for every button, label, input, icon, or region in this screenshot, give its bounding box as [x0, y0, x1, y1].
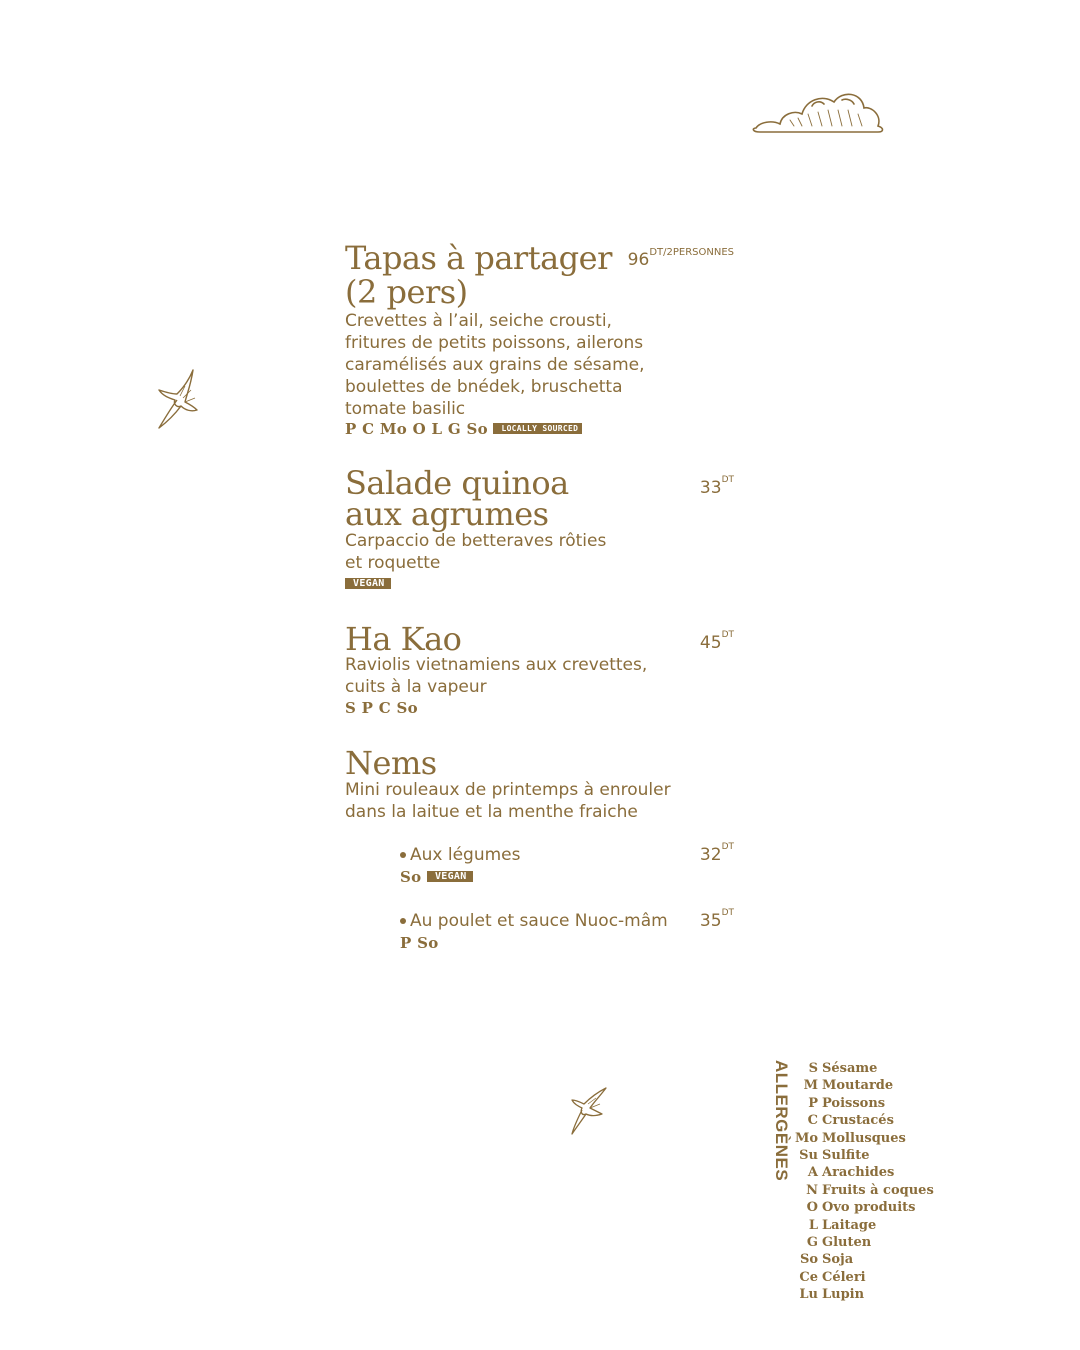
legend-row — [792, 1217, 934, 1234]
legend-row — [792, 1286, 934, 1303]
item-title — [345, 746, 437, 780]
legend-code: C — [807, 1113, 818, 1129]
legend-code: So — [799, 1252, 818, 1268]
description-line: dans la laitue et la menthe fraiche — [345, 802, 638, 822]
price-unit: DT — [721, 475, 734, 485]
description-line: et roquette — [345, 553, 441, 573]
price-value: 33 — [699, 478, 722, 498]
description-line: Mini rouleaux de printemps à enrouler — [345, 780, 671, 800]
legend-row — [792, 1234, 934, 1251]
legend-name: Fruits à coques — [822, 1182, 934, 1198]
locally-sourced-badge: LOCALLY SOURCED — [493, 423, 582, 434]
description-line: fritures de petits poissons, ailerons — [345, 333, 644, 353]
legend-name: Poissons — [822, 1095, 886, 1111]
description-line: Crevettes à l’ail, seiche crousti, — [345, 311, 612, 331]
legend-name: Ovo produits — [822, 1200, 916, 1216]
legend-name: Laitage — [822, 1217, 877, 1233]
option-allergens — [400, 868, 473, 886]
allergen-legend-title: ALLERGÈNES — [772, 1060, 791, 1182]
cloud-icon — [750, 82, 890, 142]
item-title-line: Salade quinoa — [345, 464, 569, 502]
vegan-badge: VEGAN — [427, 871, 473, 882]
legend-code: A — [807, 1165, 818, 1181]
legend-name: Lupin — [822, 1287, 865, 1303]
legend-row — [792, 1164, 934, 1181]
bullet-icon — [400, 918, 406, 924]
price-value: 96 — [627, 250, 650, 270]
item-title-line: (2 pers) — [345, 273, 468, 311]
price-unit: DT/2PERSONNES — [649, 247, 734, 258]
item-title — [345, 241, 612, 309]
item-allergens — [345, 575, 391, 593]
legend-code: N — [806, 1182, 818, 1198]
legend-name: Soja — [822, 1252, 854, 1268]
legend-code: O — [806, 1200, 818, 1216]
item-title-line: Ha Kao — [345, 620, 462, 658]
option-label — [400, 911, 668, 931]
legend-row — [792, 1199, 934, 1216]
item-title-line: aux agrumes — [345, 495, 549, 533]
description-line: Carpaccio de betteraves rôties — [345, 531, 607, 551]
legend-code: Mo — [794, 1130, 818, 1146]
description-line: Raviolis vietnamiens aux crevettes, — [345, 655, 648, 675]
swallow-icon — [155, 368, 205, 434]
option-price — [699, 842, 734, 865]
item-title-line: Tapas à partager — [345, 239, 612, 277]
description-line: tomate basilic — [345, 399, 466, 419]
legend-code: S — [808, 1061, 818, 1076]
item-allergens — [345, 699, 418, 717]
legend-code: G — [806, 1235, 818, 1251]
item-title — [345, 464, 569, 533]
item-description — [345, 779, 671, 823]
item-title-line: Nems — [345, 744, 437, 782]
price-unit: DT — [721, 630, 734, 640]
item-description — [345, 654, 647, 698]
bullet-icon — [400, 852, 406, 858]
legend-name: Moutarde — [822, 1078, 894, 1094]
option-price — [699, 908, 734, 931]
item-description — [345, 310, 645, 420]
description-line: boulettes de bnédek, bruschetta — [345, 377, 623, 397]
legend-code: Lu — [799, 1287, 818, 1303]
item-description — [345, 530, 606, 574]
legend-row — [792, 1095, 934, 1112]
price-value: 32 — [699, 845, 722, 865]
legend-row — [792, 1269, 934, 1286]
legend-row — [792, 1182, 934, 1199]
price-unit: DT — [721, 842, 734, 852]
allergen-codes: P C Mo O L G So — [345, 420, 488, 438]
legend-code: Su — [799, 1148, 818, 1164]
legend-row — [792, 1077, 934, 1094]
legend-row — [792, 1130, 934, 1147]
option-label — [400, 845, 521, 865]
item-title — [345, 622, 461, 656]
legend-name: Gluten — [822, 1235, 872, 1251]
allergen-codes: S P C So — [345, 699, 418, 717]
item-price — [699, 475, 734, 498]
price-value: 35 — [699, 911, 722, 931]
legend-code: L — [808, 1217, 818, 1233]
legend-name: Céleri — [822, 1269, 866, 1285]
legend-name: Sulfite — [822, 1148, 870, 1164]
allergen-legend — [792, 1060, 934, 1304]
item-price — [627, 247, 734, 270]
price-unit: DT — [721, 908, 734, 918]
vegan-badge: VEGAN — [345, 578, 391, 589]
description-line: cuits à la vapeur — [345, 677, 487, 697]
legend-name: Sésame — [822, 1061, 878, 1076]
item-allergens — [345, 420, 582, 438]
price-value: 45 — [699, 633, 722, 653]
item-price — [699, 630, 734, 653]
swallow-icon — [566, 1086, 610, 1136]
legend-row — [792, 1147, 934, 1164]
legend-row — [792, 1060, 934, 1077]
legend-name: Crustacés — [822, 1113, 894, 1129]
allergen-codes: So — [400, 868, 422, 886]
description-line: caramélisés aux grains de sésame, — [345, 355, 645, 375]
allergen-codes: P So — [400, 934, 439, 952]
option-name: Aux légumes — [410, 845, 521, 865]
legend-code: P — [808, 1095, 818, 1111]
legend-code: M — [803, 1078, 818, 1094]
legend-row — [792, 1251, 934, 1268]
legend-name: Arachides — [822, 1165, 895, 1181]
legend-name: Mollusques — [822, 1130, 906, 1146]
option-allergens — [400, 934, 439, 952]
legend-code: Ce — [799, 1269, 818, 1285]
legend-row — [792, 1112, 934, 1129]
option-name: Au poulet et sauce Nuoc-mâm — [410, 911, 668, 931]
